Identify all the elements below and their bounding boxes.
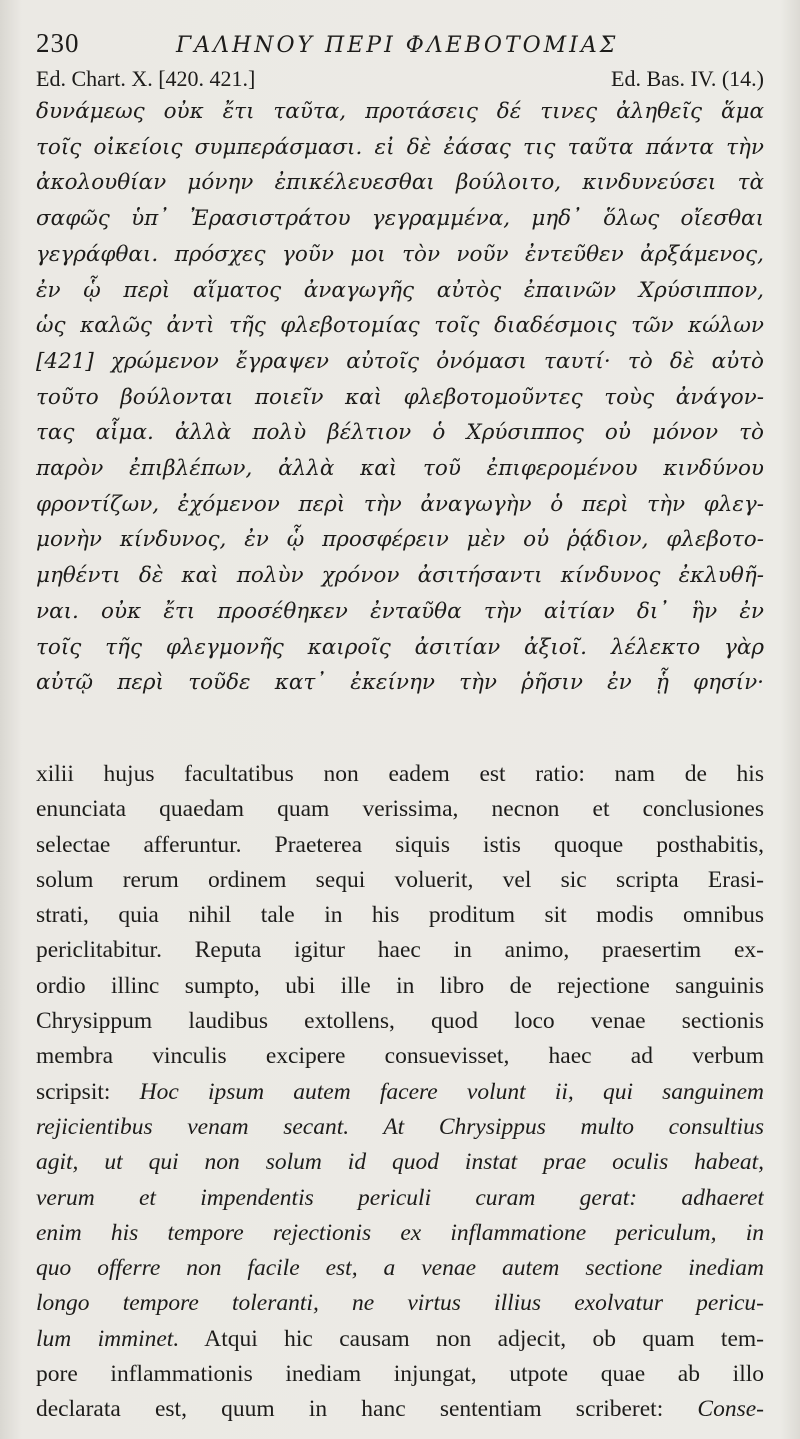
latin-segment: pore inflammationis inediam injungat, utpote quae ab illo [36, 1361, 764, 1387]
latin-line [36, 1357, 764, 1392]
greek-line: δυνάμεως οὐκ ἔτι ταῦτα, προτάσεις δέ τινες ἀληθεῖς ἅμα [36, 99, 764, 124]
latin-italic-segment: Conse- [697, 1396, 764, 1423]
latin-segment: ordio illinc sumpto, ubi ille in libro de rejectione sanguinis [36, 972, 764, 999]
greek-line: ἀκολουθίαν μόνην ἐπικέλευεσθαι βούλοιτο, κινδυνεύσει τὰ [36, 170, 764, 196]
latin-segment: selectae afferuntur. Praeterea siquis istis quoque posthabitis, [36, 831, 764, 858]
greek-line: παρὸν ἐπιβλέπων, ἀλλὰ καὶ τοῦ ἐπιφερομένου κινδύνου [36, 456, 764, 482]
latin-segment: xilii hujus facultatibus non eadem est ratio: nam de his [36, 760, 764, 787]
latin-line [36, 792, 764, 827]
latin-line [36, 1039, 764, 1074]
latin-italic-segment: enim his tempore rejectionis ex inflammatione periculum, in [36, 1219, 764, 1246]
latin-line [36, 1110, 764, 1145]
latin-segment: strati, quia nihil tale in his proditum sit modis omnibus [36, 902, 764, 929]
page-number: 230 [36, 28, 80, 58]
greek-line: σαφῶς ὑπ᾽ Ἐρασιστράτου γεγραμμένα, μηδ᾽ ὅλως οἴεσθαι [36, 206, 764, 232]
greek-line: τας αἷμα. ἀλλὰ πολὺ βέλτιον ὁ Χρύσιππος οὐ μόνον τὸ [36, 420, 764, 446]
latin-line [36, 1145, 764, 1180]
latin-line [36, 1075, 764, 1110]
latin-line [36, 1216, 764, 1251]
latin-line [36, 898, 764, 933]
latin-italic-segment: verum et impendentis periculi curam gerat: adhaeret [36, 1184, 764, 1211]
greek-line: γεγράφθαι. πρόσχες γοῦν μοι τὸν νοῦν ἐντεῦθεν ἀρξάμενος, [36, 241, 764, 267]
latin-italic-segment: quo offerre non facile est, a venae autem sectione inediam [36, 1255, 764, 1282]
edition-reference-line [36, 62, 764, 96]
latin-segment: periclitabitur. Reputa igitur haec in animo, praesertim ex- [36, 937, 764, 964]
latin-segment: Chrysippum laudibus extollens, quod loco venae sectionis [36, 1008, 764, 1035]
latin-line [36, 969, 764, 1004]
running-title: ΓΑΛΗΝΟΥ ΠΕΡΙ ΦΛΕΒΟΤΟΜΙΑΣ [176, 33, 619, 58]
latin-italic-segment: lum imminet. [36, 1325, 180, 1352]
latin-line [36, 863, 764, 898]
latin-line [36, 1392, 764, 1427]
latin-line [36, 933, 764, 968]
latin-italic-segment: agit, ut qui non solum id quod instat prae oculis habeat, [36, 1149, 764, 1176]
greek-line: τοῖς οἰκείοις συμπεράσμασι. εἰ δὲ ἐάσας τις ταῦτα πάντα τὴν [36, 134, 764, 160]
edition-basel: Ed. Bas. IV. (14.) [611, 66, 764, 91]
running-head [36, 28, 764, 62]
greek-line: τοῦτο βούλονται ποιεῖν καὶ φλεβοτομοῦντες τοὺς ἀνάγον- [36, 384, 764, 410]
latin-line [36, 1322, 764, 1357]
latin-segment: declarata est, quum in hanc sententiam scriberet: [36, 1396, 698, 1423]
latin-line [36, 1286, 764, 1321]
latin-segment: Atqui hic causam non adjecit, ob quam tem- [179, 1325, 764, 1352]
latin-line [36, 757, 764, 792]
latin-line [36, 1251, 764, 1286]
latin-segment: solum rerum ordinem sequi voluerit, vel sic scripta Erasi- [36, 866, 764, 893]
greek-text-block [36, 94, 764, 701]
greek-line: φροντίζων, ἐχόμενον περὶ τὴν ἀναγωγὴν ὁ περὶ τὴν φλεγ- [36, 491, 764, 517]
latin-line [36, 1004, 764, 1039]
greek-line: τοῖς τῆς φλεγμονῆς καιροῖς ἀσιτίαν ἀξιοῖ. λέλεκτο γὰρ [36, 634, 764, 660]
greek-line: μονὴν κίνδυνος, ἐν ᾧ προσφέρειν μὲν οὐ ῥᾴδιον, φλεβοτο- [36, 527, 764, 553]
greek-line: μηθέντι δὲ καὶ πολὺν χρόνον ἀσιτήσαντι κίνδυνος ἐκλυθῆ- [36, 563, 764, 589]
greek-line: ἐν ᾧ περὶ αἵματος ἀναγωγῆς αὐτὸς ἐπαινῶν Χρύσιππον, [36, 277, 764, 303]
greek-line: ναι. οὐκ ἔτι προσέθηκεν ἐνταῦθα τὴν αἰτίαν δι᾽ ἣν ἐν [36, 598, 764, 624]
latin-text-block [36, 757, 764, 1428]
greek-line: [421] χρώμενον ἔγραψεν αὐτοῖς ὀνόμασι ταυτί· τὸ δὲ αὐτὸ [36, 348, 764, 374]
latin-italic-segment: rejicientibus venam secant. At Chrysippus multo consultius [36, 1113, 764, 1140]
latin-line [36, 1181, 764, 1216]
latin-italic-segment: Hoc ipsum autem facere volunt ii, qui sanguinem [139, 1078, 764, 1105]
latin-segment: membra vinculis excipere consuevisset, haec ad verbum [36, 1043, 764, 1070]
greek-line: ὡς καλῶς ἀντὶ τῆς φλεβοτομίας τοῖς διαδέσμοις τῶν κώλων [36, 313, 764, 339]
latin-segment: enunciata quaedam quam verissima, necnon et conclusiones [36, 796, 764, 823]
latin-italic-segment: longo tempore toleranti, ne virtus illius exolvatur pericu- [36, 1290, 764, 1317]
latin-line [36, 828, 764, 863]
greek-line: αὐτῷ περὶ τοῦδε κατ᾽ ἐκείνην τὴν ῥῆσιν ἐν ᾗ φησίν· [36, 670, 764, 696]
edition-chartier: Ed. Chart. X. [420. 421.] [36, 66, 256, 91]
latin-segment: scripsit: [36, 1078, 140, 1105]
